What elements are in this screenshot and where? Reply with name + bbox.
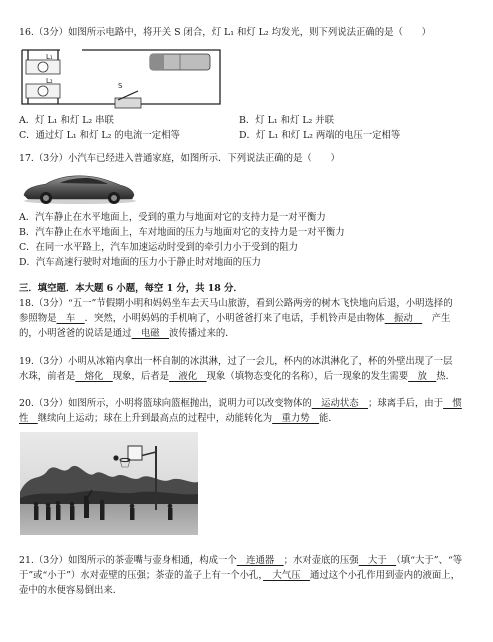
q19-text: 现象（填物态变化的名称），后一现象的发生需要 <box>206 371 409 382</box>
q21-text: 通过这个小孔作用到壶内的液面上， <box>309 570 460 581</box>
label-s: S <box>118 82 123 90</box>
q18-line-1: 18.（3分）“五一”节假期小明和妈妈坐车去天马山旅游，看到公路两旁的树木飞快地向后退，小明选择的 <box>19 298 453 309</box>
q20-line-2 <box>19 413 338 426</box>
q18-answer-1: 车 <box>56 313 85 324</box>
q20-answer-2b: 性 <box>19 413 38 424</box>
section-heading: 三．填空题．本大题 6 小题，每空 1 分，共 18 分． <box>19 283 243 294</box>
q16-option-c: C．通过灯 L₁ 和灯 L₂ 的电流一定相等 <box>19 130 180 141</box>
lamp-l2 <box>26 77 60 98</box>
q21-text: （填“大于”、“等 <box>396 555 463 566</box>
q18-text: 参照物是 <box>19 313 57 324</box>
q20-line-1 <box>19 398 462 411</box>
q20-basketball-photo <box>20 432 198 535</box>
q21-text: 21.（3分）如图所示的茶壶嘴与壶身相通，构成一个 <box>19 555 237 566</box>
q20-text: 继续向上运动；球在上升到最高点的过程中，动能转化为 <box>37 413 273 424</box>
q17-car-figure <box>20 170 138 206</box>
q19-answer-3: 放 <box>408 371 437 382</box>
q16-option-b: B．灯 L₁ 和灯 L₂ 并联 <box>239 115 335 126</box>
q18-line-2 <box>19 313 450 326</box>
q17-stem: 17.（3分）小汽车已经进入普通家庭，如图所示．下列说法正确的是（ ） <box>19 153 340 164</box>
switch <box>115 82 141 108</box>
q19-text: 水珠，前者是 <box>19 371 76 382</box>
q16-option-a: A．灯 L₁ 和灯 L₂ 串联 <box>19 115 114 126</box>
q21-answer-1: 连通器 <box>236 555 284 566</box>
q18-text: 波传播过来的． <box>169 328 235 339</box>
q21-answer-3: 大气压 <box>263 570 310 581</box>
q18-answer-2: 振动 <box>384 313 423 324</box>
q20-answer-2a: 惯 <box>443 398 462 409</box>
q20-text: 20.（3分）如图所示，小明将篮球向篮框抛出，说明力可以改变物体的 <box>19 398 312 409</box>
q21-answer-2: 大于 <box>358 555 397 566</box>
label-l1: L₁ <box>46 53 53 61</box>
label-l2: L₂ <box>46 77 53 85</box>
lamp-l1 <box>26 53 60 74</box>
q21-line-3: 壶中的水便容易倒出来． <box>19 585 123 596</box>
q18-text: 的，小明爸爸的说话是通过 <box>19 328 132 339</box>
q19-line-2 <box>19 371 455 384</box>
q21-line-2 <box>19 570 460 583</box>
q20-text: ；球离手后，由于 <box>368 398 444 409</box>
q20-answer-1: 运动状态 <box>311 398 369 409</box>
q17-option-a: A．汽车静止在水平地面上，受到的重力与地面对它的支持力是一对平衡力 <box>19 212 326 223</box>
q19-text: 现象，后者是 <box>112 371 170 382</box>
q19-answer-2: 液化 <box>169 371 207 382</box>
q18-text: 产生 <box>422 313 451 324</box>
q21-text: ；水对壶底的压强 <box>283 555 359 566</box>
q17-option-b: B．汽车静止在水平地面上，车对地面的压力与地面对它的支持力是一对平衡力 <box>19 227 345 238</box>
q18-answer-3: 电磁 <box>131 328 170 339</box>
q19-text: 热． <box>436 371 456 382</box>
q21-line-1 <box>19 555 462 568</box>
q16-option-d: D．灯 L₁ 和灯 L₂ 两端的电压一定相等 <box>239 130 401 141</box>
q20-text: 能． <box>319 413 338 424</box>
q19-answer-1: 熔化 <box>75 371 113 382</box>
q16-stem: 16.（3分）如图所示电路中，将开关 S 闭合，灯 L₁ 和灯 L₂ 均发光，则下列说法正确的是（ ） <box>19 27 432 38</box>
q18-line-3 <box>19 328 235 341</box>
q18-text: ．突然，小明妈妈的手机响了，小明爸爸打来了电话，手机铃声是由物体 <box>84 313 385 324</box>
q20-answer-3: 重力势 <box>272 413 320 424</box>
q17-option-d: D．汽车高速行驶时对地面的压力小于静止时对地面的压力 <box>19 257 261 268</box>
q16-circuit-figure <box>20 44 225 116</box>
q19-line-1: 19.（3分）小明从冰箱内拿出一杯自制的冰淇淋，过了一会儿，杯内的冰淇淋化了，杯的外壁出现了一层 <box>19 356 453 367</box>
q21-text: 于”或“小于”）水对壶壁的压强；茶壶的盖子上有一个小孔， <box>19 570 264 581</box>
q17-option-c: C．在同一水平路上，汽车加速运动时受到的牵引力小于受到的阻力 <box>19 242 299 253</box>
battery <box>150 54 210 70</box>
